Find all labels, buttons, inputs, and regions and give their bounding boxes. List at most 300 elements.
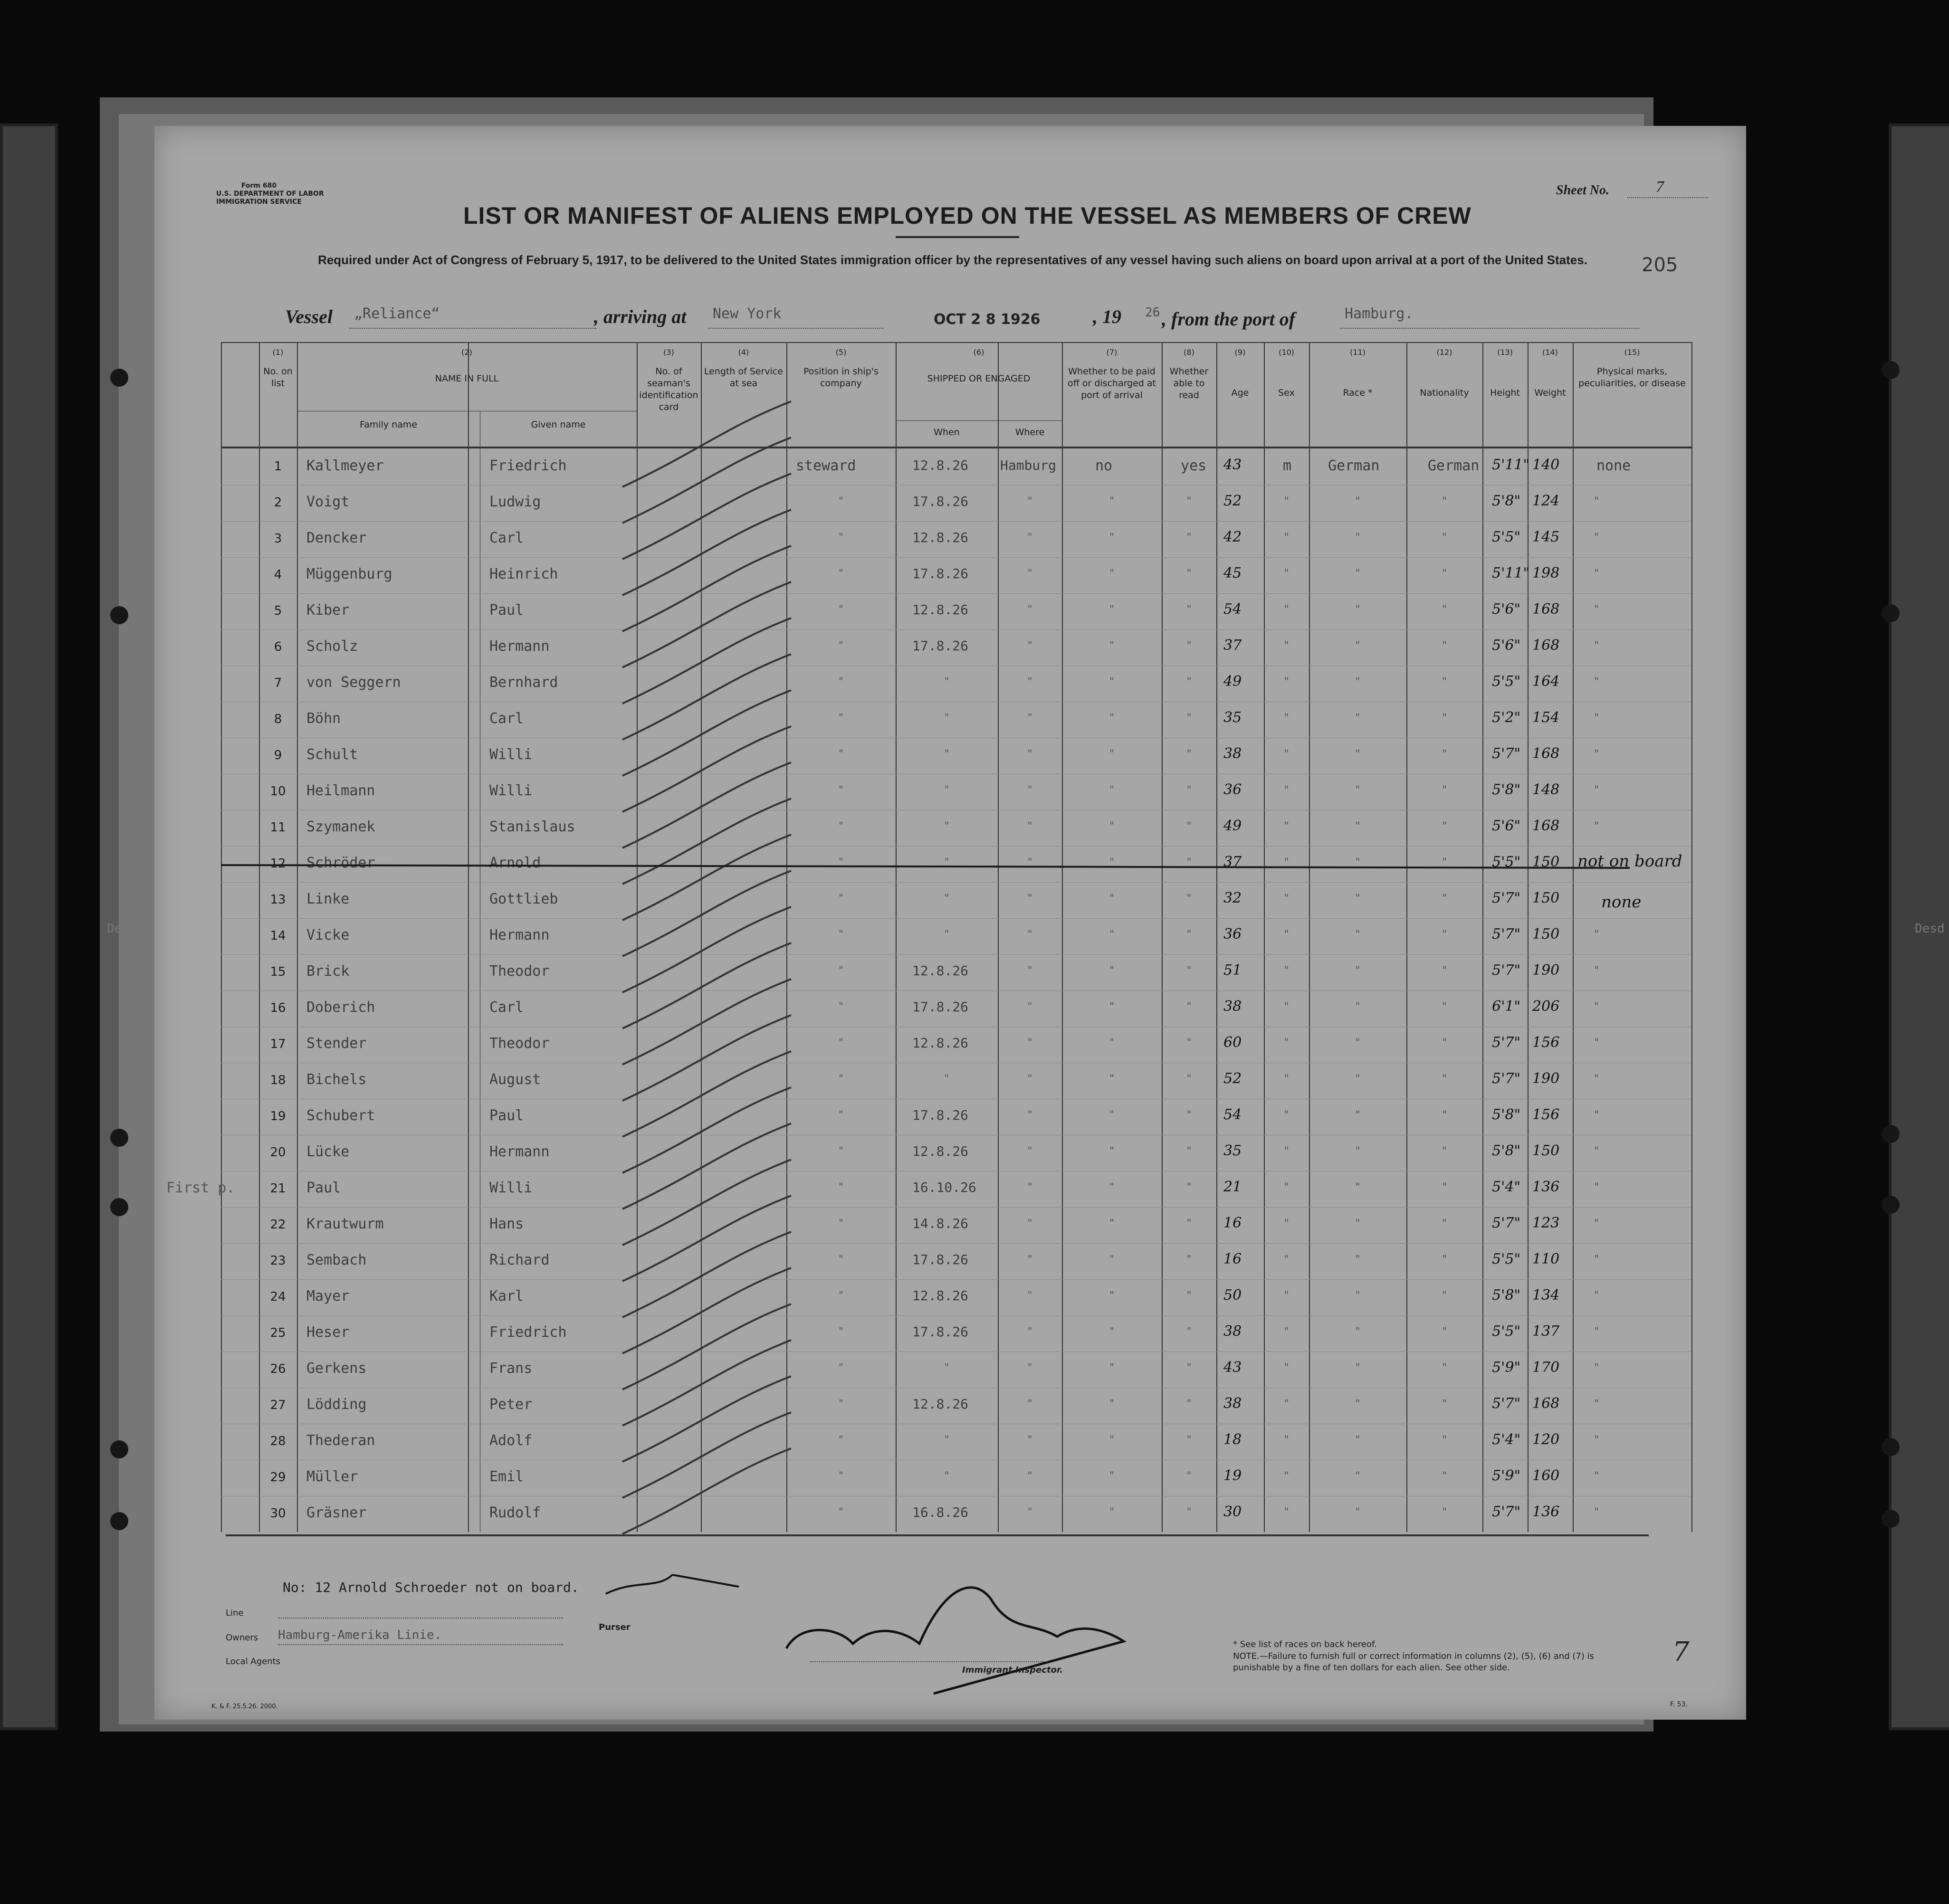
height: 5'7" [1492, 1070, 1521, 1087]
check-stroke [622, 401, 791, 487]
line-label: Line [226, 1608, 244, 1618]
given-name: Stanislaus [489, 819, 575, 835]
page-stamp-number: 205 [1642, 254, 1678, 276]
sex-ditto: " [1284, 1506, 1289, 1518]
not-on-board-note: not on board [1577, 852, 1682, 871]
nationality: German [1428, 457, 1480, 474]
given-name: Friedrich [489, 1324, 567, 1341]
able-to-read-ditto: " [1186, 1145, 1192, 1157]
position-ditto: " [838, 1290, 844, 1302]
paid-off-ditto: " [1109, 1398, 1115, 1410]
column-number: (11) [1350, 348, 1366, 357]
shipped-where-ditto: " [1027, 748, 1032, 760]
age: 49 [1223, 818, 1242, 834]
position-ditto: " [838, 1073, 844, 1085]
given-name: Theodor [489, 963, 550, 980]
family-name: Kallmeyer [306, 457, 384, 474]
given-name: Rudolf [489, 1504, 541, 1521]
family-name: Doberich [306, 999, 375, 1016]
department-name: U.S. DEPARTMENT OF LABOR [216, 190, 324, 198]
paid-off-ditto: " [1109, 820, 1115, 832]
nationality-ditto: " [1442, 1254, 1447, 1266]
shipped-where-ditto: " [1027, 1181, 1032, 1193]
age: 49 [1223, 673, 1242, 690]
physical-marks-ditto: " [1594, 1434, 1599, 1446]
shipped-when: 17.8.26 [912, 1252, 969, 1267]
check-stroke [622, 1268, 791, 1353]
race: German [1328, 457, 1380, 474]
binding-hole [110, 606, 128, 624]
race-ditto: " [1355, 1254, 1360, 1266]
height: 5'8" [1492, 493, 1521, 509]
family-name: Heser [306, 1324, 350, 1341]
able-to-read-ditto: " [1186, 1001, 1192, 1013]
position-ditto: " [838, 1398, 844, 1410]
age: 42 [1223, 529, 1242, 545]
able-to-read-ditto: " [1186, 1326, 1192, 1338]
position-ditto: " [838, 1001, 844, 1013]
nationality-ditto: " [1442, 1290, 1447, 1302]
sex: m [1283, 457, 1292, 474]
nationality-ditto: " [1442, 1001, 1447, 1013]
age: 37 [1223, 637, 1242, 654]
given-name: Paul [489, 602, 524, 619]
weight: 190 [1532, 1070, 1560, 1087]
weight: 150 [1532, 890, 1560, 906]
shipped-where-ditto: " [1027, 1326, 1032, 1338]
column-header: Race * [1343, 388, 1373, 398]
age: 52 [1223, 493, 1242, 509]
height: 5'6" [1492, 637, 1521, 654]
height: 5'2" [1492, 709, 1521, 726]
weight: 150 [1532, 1142, 1560, 1159]
binding-hole [110, 1129, 128, 1147]
sheet-number-value: 7 [1656, 178, 1664, 196]
weight: 160 [1532, 1467, 1560, 1484]
row-number: 8 [274, 712, 282, 726]
penalty-note: NOTE.—Failure to furnish full or correct information in columns (2), (5), (6) and (7) is punishable by a fine of ten dollars for each alien. See other side. [1233, 1651, 1594, 1673]
position-ditto: " [838, 1470, 844, 1482]
sex-ditto: " [1284, 532, 1289, 543]
shipped-where-ditto: " [1027, 1506, 1032, 1518]
nationality-ditto: " [1442, 1218, 1447, 1229]
paid-off-ditto: " [1109, 1109, 1115, 1121]
sex-ditto: " [1284, 1181, 1289, 1193]
race-ditto: " [1355, 748, 1360, 760]
able-to-read-ditto: " [1186, 1398, 1192, 1410]
height: 5'5" [1492, 1323, 1521, 1340]
binding-hole [1882, 1510, 1900, 1528]
column-number: (12) [1436, 348, 1452, 357]
row-number: 6 [274, 640, 282, 654]
shipped-when: 12.8.26 [912, 1396, 969, 1412]
nationality-ditto: " [1442, 784, 1447, 796]
race-ditto: " [1355, 1434, 1360, 1446]
ditto-mark: " [944, 676, 949, 688]
shipped-when: 12.8.26 [912, 963, 969, 979]
shipped-when: 12.8.26 [912, 1288, 969, 1304]
physical-marks-ditto: " [1594, 532, 1599, 543]
family-name: Vicke [306, 927, 350, 943]
nationality-ditto: " [1442, 929, 1447, 941]
sex-ditto: " [1284, 784, 1289, 796]
able-to-read-ditto: " [1186, 1254, 1192, 1266]
age: 21 [1223, 1179, 1242, 1195]
sex-ditto: " [1284, 820, 1289, 832]
check-stroke [622, 438, 791, 523]
nationality-ditto: " [1442, 1145, 1447, 1157]
given-name: Bernhard [489, 674, 558, 691]
shipped-when: 16.10.26 [912, 1180, 976, 1195]
given-name: Richard [489, 1252, 550, 1268]
able-to-read-ditto: " [1186, 532, 1192, 543]
paid-off-ditto: " [1109, 893, 1115, 904]
physical-marks-ditto: " [1594, 712, 1599, 724]
paid-off-ditto: " [1109, 1254, 1115, 1266]
given-name: Frans [489, 1360, 533, 1377]
age: 16 [1223, 1251, 1242, 1267]
family-name: Gerkens [306, 1360, 367, 1377]
age: 38 [1223, 745, 1242, 762]
shipped-when: 12.8.26 [912, 457, 969, 473]
row-number: 20 [270, 1145, 286, 1160]
nationality-ditto: " [1442, 820, 1447, 832]
physical-marks-ditto: " [1594, 820, 1599, 832]
check-stroke [622, 582, 791, 667]
given-name: August [489, 1071, 541, 1088]
check-stroke [622, 1376, 791, 1462]
race-ditto: " [1355, 1290, 1360, 1302]
family-name: Mayer [306, 1288, 350, 1304]
paid-off-ditto: " [1109, 1434, 1115, 1446]
height: 5'8" [1492, 1142, 1521, 1159]
able-to-read-ditto: " [1186, 1290, 1192, 1302]
row-number: 23 [270, 1254, 286, 1268]
check-stroke [622, 690, 791, 776]
able-to-read-ditto: " [1186, 1506, 1192, 1518]
race-ditto: " [1355, 568, 1360, 580]
able-to-read-ditto: " [1186, 1109, 1192, 1121]
footer-typed-note: No: 12 Arnold Schroeder not on board. [283, 1580, 579, 1595]
check-stroke [622, 907, 791, 992]
row-number: 4 [274, 568, 282, 582]
sex-ditto: " [1284, 1073, 1289, 1085]
check-stroke [622, 1087, 791, 1173]
given-name: Emil [489, 1468, 524, 1485]
race-ditto: " [1355, 857, 1360, 868]
sex-ditto: " [1284, 1290, 1289, 1302]
row-number: 14 [270, 929, 286, 943]
weight: 168 [1532, 1395, 1560, 1412]
position-ditto: " [838, 1326, 844, 1338]
family-name: Krautwurm [306, 1216, 384, 1232]
weight: 123 [1532, 1215, 1560, 1231]
race-ditto: " [1355, 532, 1360, 543]
able-to-read-ditto: " [1186, 748, 1192, 760]
binding-hole [1882, 361, 1900, 379]
handwritten-page-number: 7 [1672, 1637, 1690, 1667]
family-name: Heilmann [306, 782, 375, 799]
weight: 206 [1532, 998, 1560, 1015]
shipped-where-ditto: " [1027, 604, 1032, 616]
family-name: Lödding [306, 1396, 367, 1413]
given-name: Hermann [489, 1143, 550, 1160]
age: 54 [1223, 1106, 1242, 1123]
vessel-label: Vessel [285, 306, 333, 327]
nationality-ditto: " [1442, 712, 1447, 724]
weight: 134 [1532, 1287, 1560, 1304]
age: 43 [1223, 457, 1242, 473]
row-number: 9 [274, 748, 282, 762]
given-name: Hermann [489, 927, 550, 943]
column-number: (14) [1542, 348, 1558, 357]
family-name: Schubert [306, 1107, 375, 1124]
family-name: Brick [306, 963, 350, 980]
given-name: Heinrich [489, 566, 558, 582]
paid-off-ditto: " [1109, 495, 1115, 507]
height: 5'8" [1492, 1287, 1521, 1304]
ditto-mark: " [944, 1073, 949, 1085]
paid-off-ditto: " [1109, 965, 1115, 977]
page-title: LIST OR MANIFEST OF ALIENS EMPLOYED ON THE VESSEL AS MEMBERS OF CREW [463, 202, 1471, 229]
row-number: 2 [274, 495, 282, 510]
position-ditto: " [838, 1109, 844, 1121]
arriving-label: , arriving at [594, 306, 687, 327]
height: 5'8" [1492, 1106, 1521, 1123]
able-to-read-ditto: " [1186, 568, 1192, 580]
weight: 140 [1532, 457, 1560, 473]
left-margin-text: Desd [107, 922, 137, 936]
given-name: Arnold [489, 855, 541, 871]
able-to-read-ditto: " [1186, 604, 1192, 616]
family-name: Müggenburg [306, 566, 392, 582]
check-stroke [622, 1232, 791, 1317]
shipped-where-ditto: " [1027, 532, 1032, 543]
sex-ditto: " [1284, 640, 1289, 652]
race-ditto: " [1355, 1470, 1360, 1482]
weight: 156 [1532, 1106, 1560, 1123]
height: 5'6" [1492, 818, 1521, 834]
height: 5'5" [1492, 1251, 1521, 1267]
nationality-ditto: " [1442, 1037, 1447, 1049]
position: steward [796, 457, 856, 474]
height: 5'7" [1492, 926, 1521, 942]
given-name: Willi [489, 1180, 533, 1196]
nationality-ditto: " [1442, 1326, 1447, 1338]
nationality-ditto: " [1442, 1434, 1447, 1446]
column-header: No. on list [263, 366, 293, 389]
check-stroke [622, 1160, 791, 1245]
shipped-where-ditto: " [1027, 1434, 1032, 1446]
able-to-read-ditto: " [1186, 820, 1192, 832]
shipped-when: 17.8.26 [912, 1107, 969, 1123]
column-number: (6) [973, 348, 984, 357]
paid-off-ditto: " [1109, 1037, 1115, 1049]
ditto-mark: " [944, 748, 949, 760]
height: 5'9" [1492, 1359, 1521, 1376]
row-number: 19 [270, 1109, 286, 1123]
check-stroke [622, 1448, 791, 1534]
shipped-where-ditto: " [1027, 1470, 1032, 1482]
year-value: 26 [1145, 305, 1160, 320]
age: 19 [1223, 1467, 1242, 1484]
sex-ditto: " [1284, 568, 1289, 580]
shipped-where-ditto: " [1027, 712, 1032, 724]
ditto-mark: " [944, 1362, 949, 1374]
age: 38 [1223, 998, 1242, 1015]
ditto-mark: " [944, 712, 949, 724]
position-ditto: " [838, 820, 844, 832]
row-number: 24 [270, 1290, 286, 1304]
check-stroke [622, 1123, 791, 1209]
age: 38 [1223, 1395, 1242, 1412]
height: 5'7" [1492, 1504, 1521, 1520]
row-number: 11 [270, 820, 286, 835]
family-name: Gräsner [306, 1504, 367, 1521]
family-name: Voigt [306, 494, 350, 510]
manifest-sheet [154, 126, 1746, 1720]
row-number: 21 [270, 1181, 286, 1196]
row-number: 15 [270, 965, 286, 979]
nationality-ditto: " [1442, 965, 1447, 977]
race-ditto: " [1355, 495, 1360, 507]
weight: 150 [1532, 926, 1560, 942]
able-to-read-ditto: " [1186, 893, 1192, 904]
column-number: (13) [1497, 348, 1513, 357]
family-name: Thederan [306, 1432, 375, 1449]
age: 45 [1223, 565, 1242, 581]
given-name: Carl [489, 710, 524, 727]
shipped-where-ditto: " [1027, 1037, 1032, 1049]
check-stroke [622, 474, 791, 559]
race-ditto: " [1355, 1362, 1360, 1374]
given-name: Paul [489, 1107, 524, 1124]
shipped-when: 17.8.26 [912, 1324, 969, 1340]
nationality-ditto: " [1442, 1362, 1447, 1374]
physical-marks-ditto: " [1594, 965, 1599, 977]
binding-hole [1882, 1125, 1900, 1143]
shipped-where-ditto: " [1027, 1290, 1032, 1302]
age: 37 [1223, 854, 1242, 870]
shipped-when: 12.8.26 [912, 1035, 969, 1051]
race-ditto: " [1355, 1109, 1360, 1121]
row-number: 22 [270, 1218, 286, 1232]
column-number: (4) [738, 348, 749, 357]
weight: 154 [1532, 709, 1560, 726]
age: 32 [1223, 890, 1242, 906]
sex-ditto: " [1284, 1109, 1289, 1121]
given-name-header: Given name [531, 419, 586, 430]
paid-off-ditto: " [1109, 1181, 1115, 1193]
physical-marks-ditto: " [1594, 640, 1599, 652]
binding-hole [1882, 1438, 1900, 1456]
position-ditto: " [838, 532, 844, 543]
weight: 168 [1532, 637, 1560, 654]
nationality-ditto: " [1442, 676, 1447, 688]
sex-ditto: " [1284, 1001, 1289, 1013]
given-name: Willi [489, 782, 533, 799]
column-header: Age [1231, 388, 1249, 398]
service-name: IMMIGRATION SERVICE [216, 198, 302, 206]
position-ditto: " [838, 1218, 844, 1229]
paid-off-ditto: " [1109, 857, 1115, 868]
column-number: (8) [1184, 348, 1194, 357]
shipped-where-ditto: " [1027, 1398, 1032, 1410]
given-name: Karl [489, 1288, 524, 1304]
paid-off-ditto: " [1109, 1218, 1115, 1229]
row-number: 30 [270, 1506, 286, 1521]
shipped-where-ditto: " [1027, 965, 1032, 977]
nationality-ditto: " [1442, 1398, 1447, 1410]
given-name: Adolf [489, 1432, 533, 1449]
paid-off-ditto: " [1109, 1506, 1115, 1518]
weight: 198 [1532, 565, 1560, 581]
position-ditto: " [838, 1145, 844, 1157]
height: 5'5" [1492, 854, 1521, 870]
physical-marks-ditto: " [1594, 1290, 1599, 1302]
column-header: Length of Service at sea [704, 366, 783, 389]
paid-off: no [1095, 457, 1113, 474]
physical-marks-ditto: " [1594, 1218, 1599, 1229]
able-to-read-ditto: " [1186, 640, 1192, 652]
able-to-read-ditto: " [1186, 676, 1192, 688]
owners-label: Owners [226, 1633, 258, 1643]
binding-hole [110, 1512, 128, 1530]
sex-ditto: " [1284, 1037, 1289, 1049]
height: 5'8" [1492, 781, 1521, 798]
race-ditto: " [1355, 1001, 1360, 1013]
height: 5'6" [1492, 601, 1521, 618]
position-ditto: " [838, 1037, 844, 1049]
given-name: Friedrich [489, 457, 567, 474]
none-note: none [1601, 893, 1642, 912]
able-to-read-ditto: " [1186, 784, 1192, 796]
shipped-where-ditto: " [1027, 929, 1032, 941]
paid-off-ditto: " [1109, 929, 1115, 941]
column-header: No. of seaman's identification card [639, 366, 698, 412]
column-header: Physical marks, peculiarities, or disease [1578, 366, 1686, 389]
column-number: (3) [663, 348, 674, 357]
printer-mark: K. & F. 25.5.26. 2000. [211, 1703, 278, 1710]
shipped-where-ditto: " [1027, 676, 1032, 688]
age: 30 [1223, 1504, 1242, 1520]
paid-off-ditto: " [1109, 1001, 1115, 1013]
shipped-where-ditto: " [1027, 1218, 1032, 1229]
row-number: 13 [270, 893, 286, 907]
paid-off-ditto: " [1109, 1145, 1115, 1157]
physical-marks-ditto: " [1594, 1037, 1599, 1049]
family-name: Stender [306, 1035, 367, 1052]
position-ditto: " [838, 857, 844, 868]
position-ditto: " [838, 712, 844, 724]
physical-marks-ditto: " [1594, 1398, 1599, 1410]
position-ditto: " [838, 1362, 844, 1374]
check-stroke [622, 835, 791, 920]
physical-marks-ditto: " [1594, 1181, 1599, 1193]
physical-marks-ditto: " [1594, 495, 1599, 507]
family-name: Schult [306, 746, 358, 763]
column-number: (9) [1234, 348, 1246, 357]
physical-marks-ditto: " [1594, 1362, 1599, 1374]
race-ditto: " [1355, 1037, 1360, 1049]
height: 5'5" [1492, 673, 1521, 690]
physical-marks-ditto: " [1594, 604, 1599, 616]
able-to-read-ditto: " [1186, 857, 1192, 868]
column-header: Nationality [1420, 388, 1469, 398]
sex-ditto: " [1284, 1254, 1289, 1266]
family-name: von Seggern [306, 674, 401, 691]
nationality-ditto: " [1442, 568, 1447, 580]
